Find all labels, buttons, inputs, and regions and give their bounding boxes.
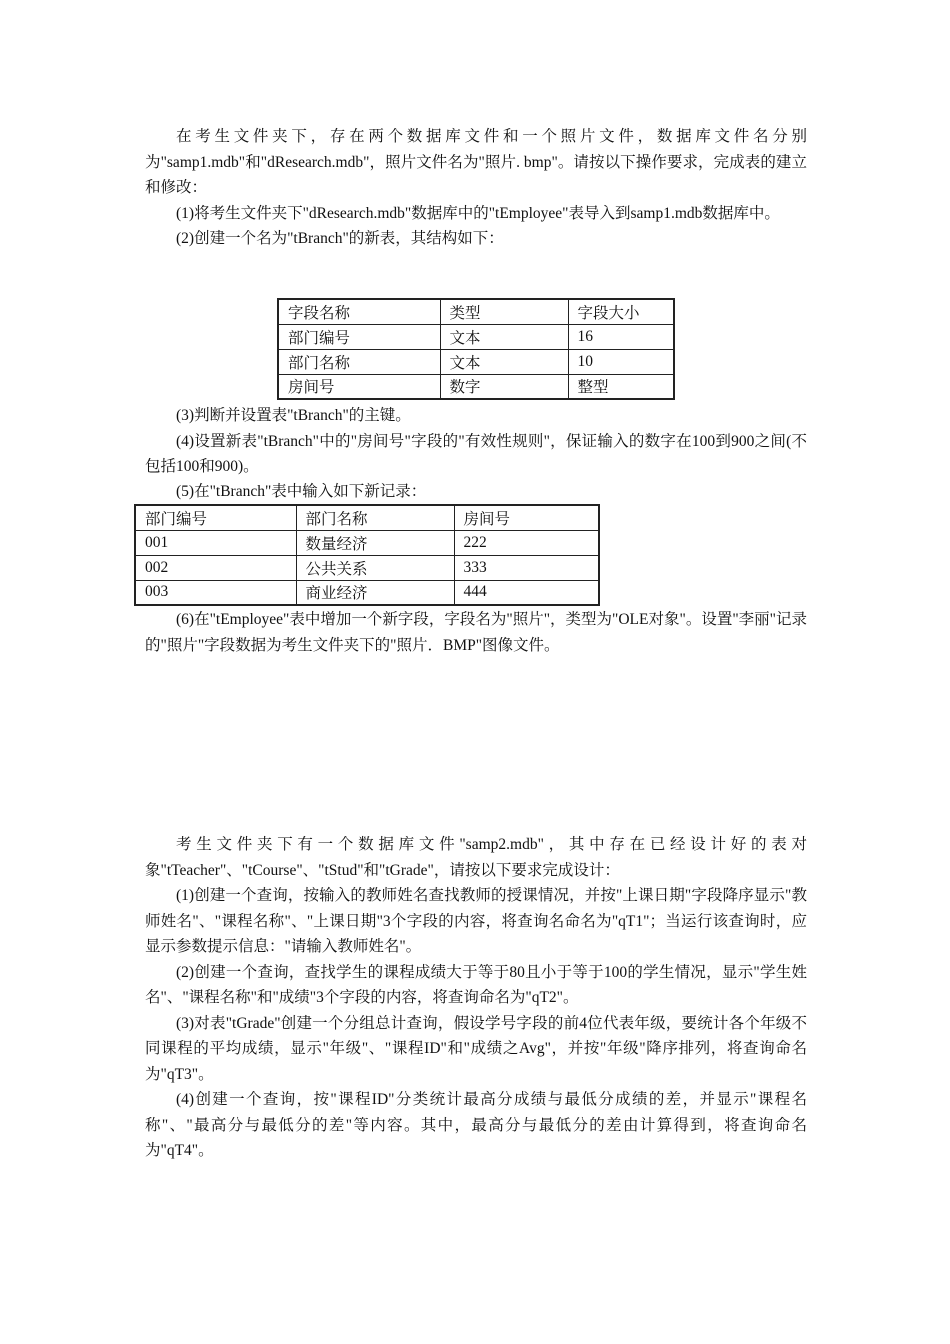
- table-header-row: [278, 299, 674, 324]
- table-header-row: [135, 505, 599, 530]
- section-2-item-3: (3)对表"tGrade"创建一个分组总计查询，假设学号字段的前4位代表年级，要统计各个年级不同课程的平均成绩，显示"年级"、"课程ID"和"成绩之Avg"，并按"年级"降序排列，将查询命名为"qT3"。: [145, 1014, 807, 1083]
- section-2-intro: 考生文件夹下有一个数据库文件"samp2.mdb"，其中存在已经设计好的表对象"tTeacher"、"tCourse"、"tStud"和"tGrade"，请按以下要求完成设计：: [145, 836, 807, 879]
- section-1-intro: 在考生文件夹下，存在两个数据库文件和一个照片文件，数据库文件名分别为"samp1.mdb"和"dResearch.mdb"，照片文件名为"照片. bmp"。请按以下操作要求，完成表的建立和修改：: [145, 128, 807, 196]
- table-cell: 部门编号: [278, 324, 440, 349]
- table-header-cell: 类型: [440, 299, 568, 324]
- section-1-item-6-block: [145, 607, 807, 658]
- section-1-item-2: (2)创建一个名为"tBranch"的新表，其结构如下：: [176, 230, 504, 247]
- table-cell: 444: [454, 580, 599, 605]
- table-row: [135, 580, 599, 605]
- table-cell: 003: [135, 580, 296, 605]
- table-cell: 001: [135, 530, 296, 555]
- table-row: [278, 324, 674, 349]
- table-cell: 16: [568, 324, 674, 349]
- table-cell: 整型: [568, 374, 674, 399]
- table-cell: 商业经济: [296, 580, 454, 605]
- table-cell: 房间号: [278, 374, 440, 399]
- section-1-item-5: (5)在"tBranch"表中输入如下新记录：: [176, 483, 427, 500]
- section-1: [145, 124, 807, 252]
- table-cell: 10: [568, 349, 674, 374]
- section-1-item-5-block: [145, 479, 807, 505]
- table-cell: 333: [454, 555, 599, 580]
- section-2-item-1: (1)创建一个查询，按输入的教师姓名查找教师的授课情况，并按"上课日期"字段降序显示"教师姓名"、"课程名称"、"上课日期"3个字段的内容，将查询名命名为"qT1"；当运行该查询时，应显示参数提示信息："请输入教师姓名"。: [145, 887, 807, 955]
- section-2-item-4: (4)创建一个查询，按"课程ID"分类统计最高分成绩与最低分成绩的差，并显示"课程名称"、"最高分与最低分的差"等内容。其中，最高分与最低分的差由计算得到，将查询命名为"qT4"。: [145, 1091, 807, 1159]
- section-1-item-1: (1)将考生文件夹下"dResearch.mdb"数据库中的"tEmployee"表导入到samp1.mdb数据库中。: [176, 204, 780, 222]
- table-header-cell: 字段名称: [278, 299, 440, 324]
- table-row: [278, 374, 674, 399]
- table-header-cell: 部门名称: [296, 505, 454, 530]
- table-cell: 002: [135, 555, 296, 580]
- table-header-cell: 房间号: [454, 505, 599, 530]
- table-row: [278, 349, 674, 374]
- table-cell: 公共关系: [296, 555, 454, 580]
- table-cell: 文本: [440, 349, 568, 374]
- table-header-cell: 部门编号: [135, 505, 296, 530]
- tbranch-structure-table: [277, 298, 675, 400]
- table-cell: 数量经济: [296, 530, 454, 555]
- table-cell: 文本: [440, 324, 568, 349]
- table-cell: 222: [454, 530, 599, 555]
- section-2: [145, 832, 807, 1164]
- table-header-cell: 字段大小: [568, 299, 674, 324]
- table-row: [135, 530, 599, 555]
- tbranch-records-table: [134, 504, 600, 606]
- section-1-middle: [145, 403, 807, 480]
- table-cell: 数字: [440, 374, 568, 399]
- section-2-item-2: (2)创建一个查询，查找学生的课程成绩大于等于80且小于等于100的学生情况，显示"学生姓名"、"课程名称"和"成绩"3个字段的内容，将查询命名为"qT2"。: [145, 963, 807, 1006]
- table-cell: 部门名称: [278, 349, 440, 374]
- section-1-item-6: (6)在"tEmployee"表中增加一个新字段，字段名为"照片"，类型为"OLE对象"。设置"李丽"记录的"照片"字段数据为考生文件夹下的"照片．BMP"图像文件。: [145, 611, 807, 654]
- table-row: [135, 555, 599, 580]
- section-1-item-4: (4)设置新表"tBranch"中的"房间号"字段的"有效性规则"，保证输入的数字在100到900之间(不包括100和900)。: [145, 432, 807, 475]
- section-1-item-3: (3)判断并设置表"tBranch"的主键。: [176, 407, 411, 424]
